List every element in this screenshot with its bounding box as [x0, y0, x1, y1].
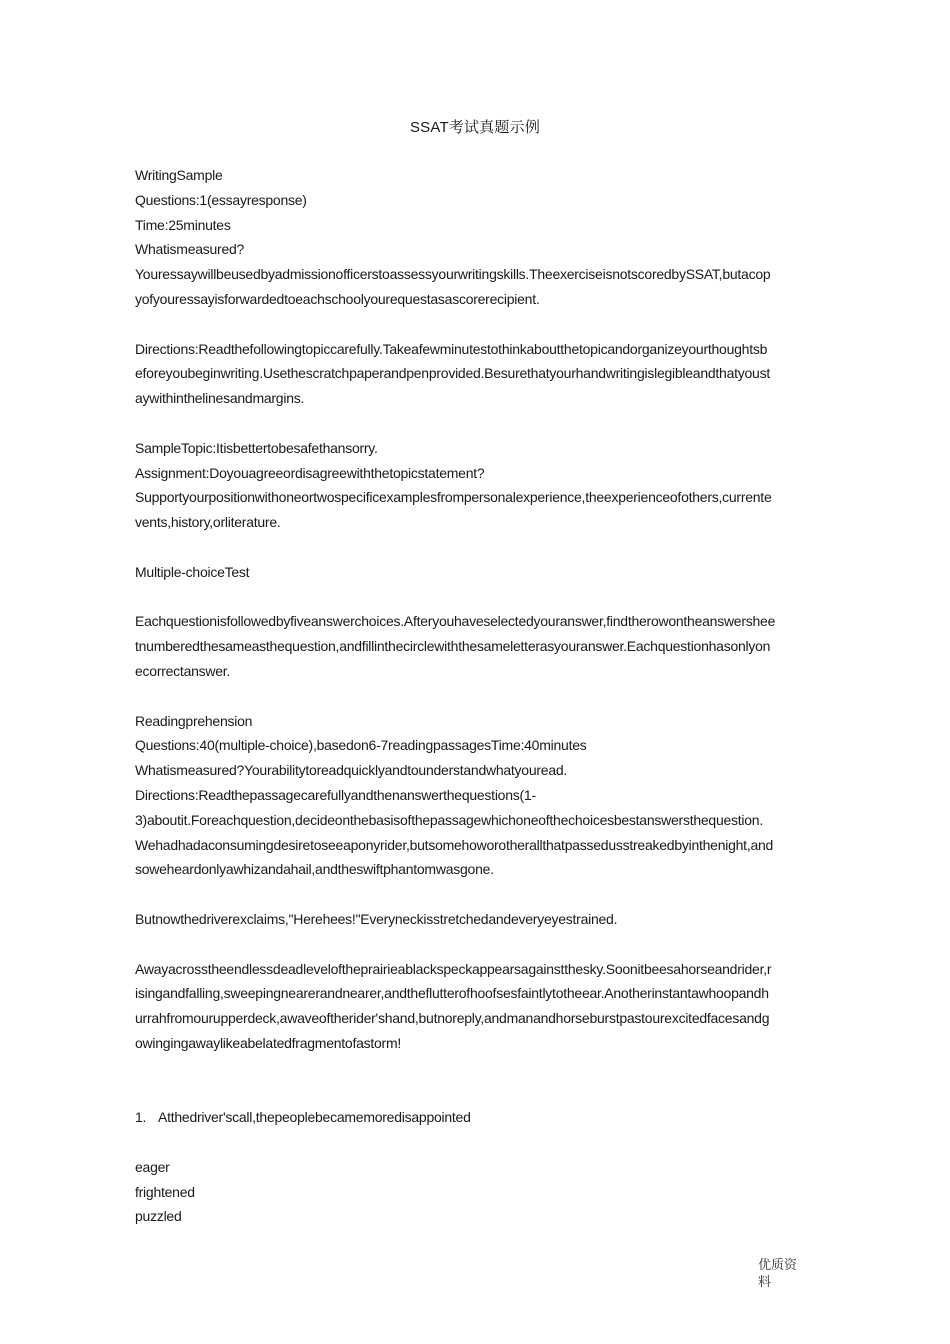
passage-line: isingandfalling,sweepingnearerandnearer,andtheflutterofhoofsesfaintlytotheear.Anotherinstantawhoopandh: [135, 985, 769, 1002]
passage-line: soweheardonlyawhizandahail,andtheswiftphantomwasgone.: [135, 861, 494, 878]
reading-directions-line: 3)aboutit.Foreachquestion,decideonthebasisofthepassagewhichoneofthechoicesbestanswersthequestion.: [135, 811, 763, 828]
writing-directions-line: Directions:Readthefollowingtopiccarefully.Takeafewminutestothinkaboutthetopicandorganizeyourthoughtsb: [135, 340, 768, 357]
reading-questions: Questions:40(multiple-choice),basedon6-7readingpassagesTime:40minutes: [135, 737, 587, 754]
page-title: SSAT考试真题示例: [409, 119, 541, 136]
passage-line: owingingawaylikeabelatedfragmentofastorm!: [135, 1034, 402, 1051]
question-1: [135, 1105, 845, 1130]
answer-choice: frightened: [135, 1183, 195, 1200]
reading-heading: Readingprehension: [135, 712, 253, 729]
sample-topic: SampleTopic:Itisbettertobesafethansorry.: [135, 439, 378, 456]
writing-measured-question: Whatismeasured?: [135, 241, 245, 258]
reading-measured: Whatismeasured?Yourabilitytoreadquicklyandtounderstandwhatyouread.: [135, 762, 568, 779]
passage-line: Awayacrosstheendlessdeadleveloftheprairieablackspeckappearsagainstthesky.Soonitbeesahorseandrider,r: [135, 960, 772, 977]
mc-instructions-line: ecorrectanswer.: [135, 662, 231, 679]
question-number: 1.: [135, 1109, 147, 1126]
assignment: Assignment:Doyouagreeordisagreewiththetopicstatement?: [135, 464, 485, 481]
writing-questions: Questions:1(essayresponse): [135, 191, 307, 208]
passage-line: Butnowthedriverexclaims,"Herehees!"Everyneckisstretchedandeveryeyestrained.: [135, 910, 618, 927]
writing-heading: WritingSample: [135, 167, 223, 183]
passage-line: urrahfromourupperdeck,awaveoftherider'shand,butnoreply,andmanandhorseburstpastourexcitedfacesandg: [135, 1010, 770, 1027]
document-body: [135, 163, 845, 1229]
mc-instructions-line: Eachquestionisfollowedbyfiveanswerchoices.Afteryouhaveselectedyouranswer,findtherowontheanswershee: [135, 613, 776, 630]
mc-heading: Multiple-choiceTest: [135, 563, 250, 580]
support-line: vents,history,orliterature.: [135, 514, 281, 531]
writing-measured-line: yofyouressayisforwardedtoeachschoolyourequestasascorerecipient.: [135, 290, 540, 307]
writing-measured-line: Youressaywillbeusedbyadmissionofficerstoassessyourwritingskills.TheexerciseisnotscoredbySSAT,butacop: [135, 266, 771, 283]
footer-line: 料: [758, 1274, 772, 1289]
reading-directions-line: Directions:Readthepassagecarefullyandthenanswerthequestions(1-: [135, 786, 536, 803]
support-line: Supportyourpositionwithoneortwospecificexamplesfrompersonalexperience,theexperienceofothers,currente: [135, 489, 772, 506]
footer-line: 优质资: [758, 1257, 798, 1272]
answer-choice: eager: [135, 1158, 170, 1175]
footer-watermark: [758, 1256, 802, 1290]
answer-choice: puzzled: [135, 1208, 182, 1225]
writing-directions-line: eforeyoubeginwriting.Usethescratchpaperandpenprovided.Besurethatyourhandwritingislegibleandthatyoust: [135, 365, 770, 382]
passage-line: Wehadhadaconsumingdesiretoseeaponyrider,butsomehoworotherallthatpassedusstreakedbyinthenight,and: [135, 836, 774, 853]
mc-instructions-line: tnumberedthesameasthequestion,andfillinthecirclewiththesameletterasyouranswer.Eachquestionhasonlyon: [135, 638, 771, 655]
question-text: Atthedriver'scall,thepeoplebecamemoredisappointed: [158, 1109, 471, 1126]
writing-directions-line: aywithinthelinesandmargins.: [135, 390, 305, 407]
writing-time: Time:25minutes: [135, 216, 231, 233]
